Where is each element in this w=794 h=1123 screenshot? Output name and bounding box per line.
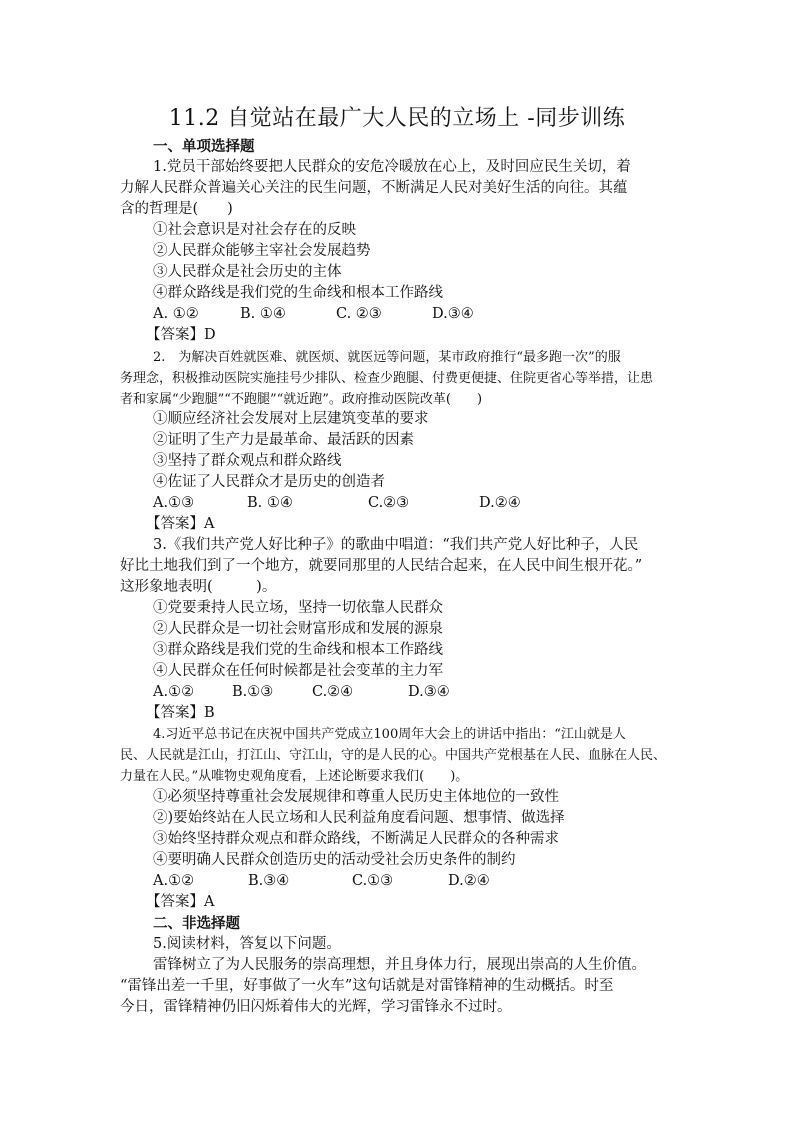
q3-choice-2: ②人民群众是一切社会财富形成和发展的源泉 bbox=[153, 621, 443, 637]
q5-material-line-2: “雷锋出差一千里，好事做了一火车”这句话就是对雷锋精神的生动概括。时至 bbox=[120, 978, 614, 994]
q4-stem-line-1: 4.习近平总书记在庆祝中国共产党成立100周年大会上的讲话中指出：“江山就是人 bbox=[153, 727, 626, 742]
q2-choice-1: ①顺应经济社会发展对上层建筑变革的要求 bbox=[153, 411, 429, 427]
q1-stem-line-3: 含的哲理是( ) bbox=[120, 201, 233, 217]
q1-option-b: B. ①④ bbox=[240, 306, 286, 322]
q3-answer: 【答案】B bbox=[146, 705, 215, 721]
q2-choice-3: ③坚持了群众观点和群众路线 bbox=[153, 453, 342, 469]
q2-choice-2: ②证明了生产力是最革命、最活跃的因素 bbox=[153, 432, 414, 448]
q1-stem-line-2: 力解人民群众普遍关心关注的民生问题，不断满足人民对美好生活的向往。其蕴 bbox=[120, 180, 628, 196]
q1-option-a: A. ①② bbox=[153, 306, 199, 322]
q4-option-c: C.①③ bbox=[352, 873, 394, 889]
q1-choice-2: ②人民群众能够主宰社会发展趋势 bbox=[153, 243, 371, 259]
section-heading-single-choice: 一、单项选择题 bbox=[153, 138, 255, 155]
q4-choice-1: ①必须坚持尊重社会发展规律和尊重人民历史主体地位的一致性 bbox=[153, 789, 559, 805]
q1-option-d: D.③④ bbox=[432, 306, 474, 322]
q1-choice-3: ③人民群众是社会历史的主体 bbox=[153, 264, 342, 280]
q4-answer: 【答案】A bbox=[146, 894, 215, 910]
q2-answer: 【答案】A bbox=[146, 516, 215, 532]
q4-option-b: B.③④ bbox=[248, 873, 290, 889]
q4-stem-line-2: 民、人民就是江山，打江山、守江山，守的是人民的心。中国共产党根基在人民、血脉在人民、 bbox=[120, 748, 667, 763]
q2-option-d: D.②④ bbox=[479, 495, 521, 511]
q5-material-line-3: 今日，雷锋精神仍旧闪烁着伟大的光辉，学习雷锋永不过时。 bbox=[120, 999, 512, 1015]
q2-stem-line-1: 2. 为解决百姓就医难、就医烦、就医远等问题，某市政府推行“最多跑一次”的服 bbox=[153, 350, 621, 365]
q1-answer: 【答案】D bbox=[146, 327, 216, 343]
q3-option-c: C.②④ bbox=[312, 684, 354, 700]
q3-choice-4: ④人民群众在任何时候都是社会变革的主力军 bbox=[153, 663, 443, 679]
q3-stem-line-2: 好比土地我们到了一个地方，就要同那里的人民结合起来，在人民中间生根开花。” bbox=[120, 558, 643, 574]
q4-choice-2: ②)要始终站在人民立场和人民利益角度看问题、想事情、做选择 bbox=[153, 810, 565, 826]
section-heading-non-choice: 二、非选择题 bbox=[153, 915, 240, 932]
q3-choice-3: ③群众路线是我们党的生命线和根本工作路线 bbox=[153, 642, 443, 658]
q5-prompt: 5.阅读材料，答复以下问题。 bbox=[153, 936, 341, 952]
q5-material-line-1: 雷锋树立了为人民服务的崇高理想，并且身体力行，展现出崇高的人生价值。 bbox=[153, 957, 646, 973]
q4-choice-4: ④要明确人民群众创造历史的活动受社会历史条件的制约 bbox=[153, 852, 516, 868]
q2-option-c: C.②③ bbox=[368, 495, 410, 511]
q2-option-a: A.①③ bbox=[153, 495, 195, 511]
q4-option-a: A.①② bbox=[153, 873, 195, 889]
q4-choice-3: ③始终坚持群众观点和群众路线，不断满足人民群众的各种需求 bbox=[153, 831, 559, 847]
q3-choice-1: ①党要秉持人民立场，坚持一切依靠人民群众 bbox=[153, 600, 443, 616]
q3-option-d: D.③④ bbox=[408, 684, 450, 700]
q2-choice-4: ④佐证了人民群众才是历史的创造者 bbox=[153, 474, 385, 490]
q1-choice-4: ④群众路线是我们党的生命线和根本工作路线 bbox=[153, 285, 443, 301]
q4-stem-line-3: 力量在人民。”从唯物史观角度看，上述论断要求我们( )。 bbox=[120, 769, 469, 784]
q4-option-d: D.②④ bbox=[448, 873, 490, 889]
q2-option-b: B. ①④ bbox=[247, 495, 293, 511]
q3-stem-line-1: 3.《我们共产党人好比种子》的歌曲中唱道：“我们共产党人好比种子，人民 bbox=[153, 537, 639, 553]
q3-option-b: B.①③ bbox=[232, 684, 274, 700]
q1-choice-1: ①社会意识是对社会存在的反映 bbox=[153, 222, 356, 238]
q1-stem-line-1: 1.党员干部始终要把人民群众的安危冷暖放在心上，及时回应民生关切，着 bbox=[153, 159, 631, 175]
q3-option-a: A.①② bbox=[153, 684, 195, 700]
page-title: 11.2 自觉站在最广大人民的立场上 -同步训练 bbox=[168, 106, 626, 131]
q3-stem-line-3: 这形象地表明( )。 bbox=[120, 579, 277, 595]
q1-option-c: C. ②③ bbox=[336, 306, 382, 322]
q2-stem-line-3: 者和家属“少跑腿”“不跑腿”“就近跑”。政府推动医院改革( ) bbox=[120, 392, 483, 407]
q2-stem-line-2: 务理念，积极推动医院实施挂号少排队、检查少跑腿、付费更便捷、住院更省心等举措，让患 bbox=[120, 371, 654, 386]
